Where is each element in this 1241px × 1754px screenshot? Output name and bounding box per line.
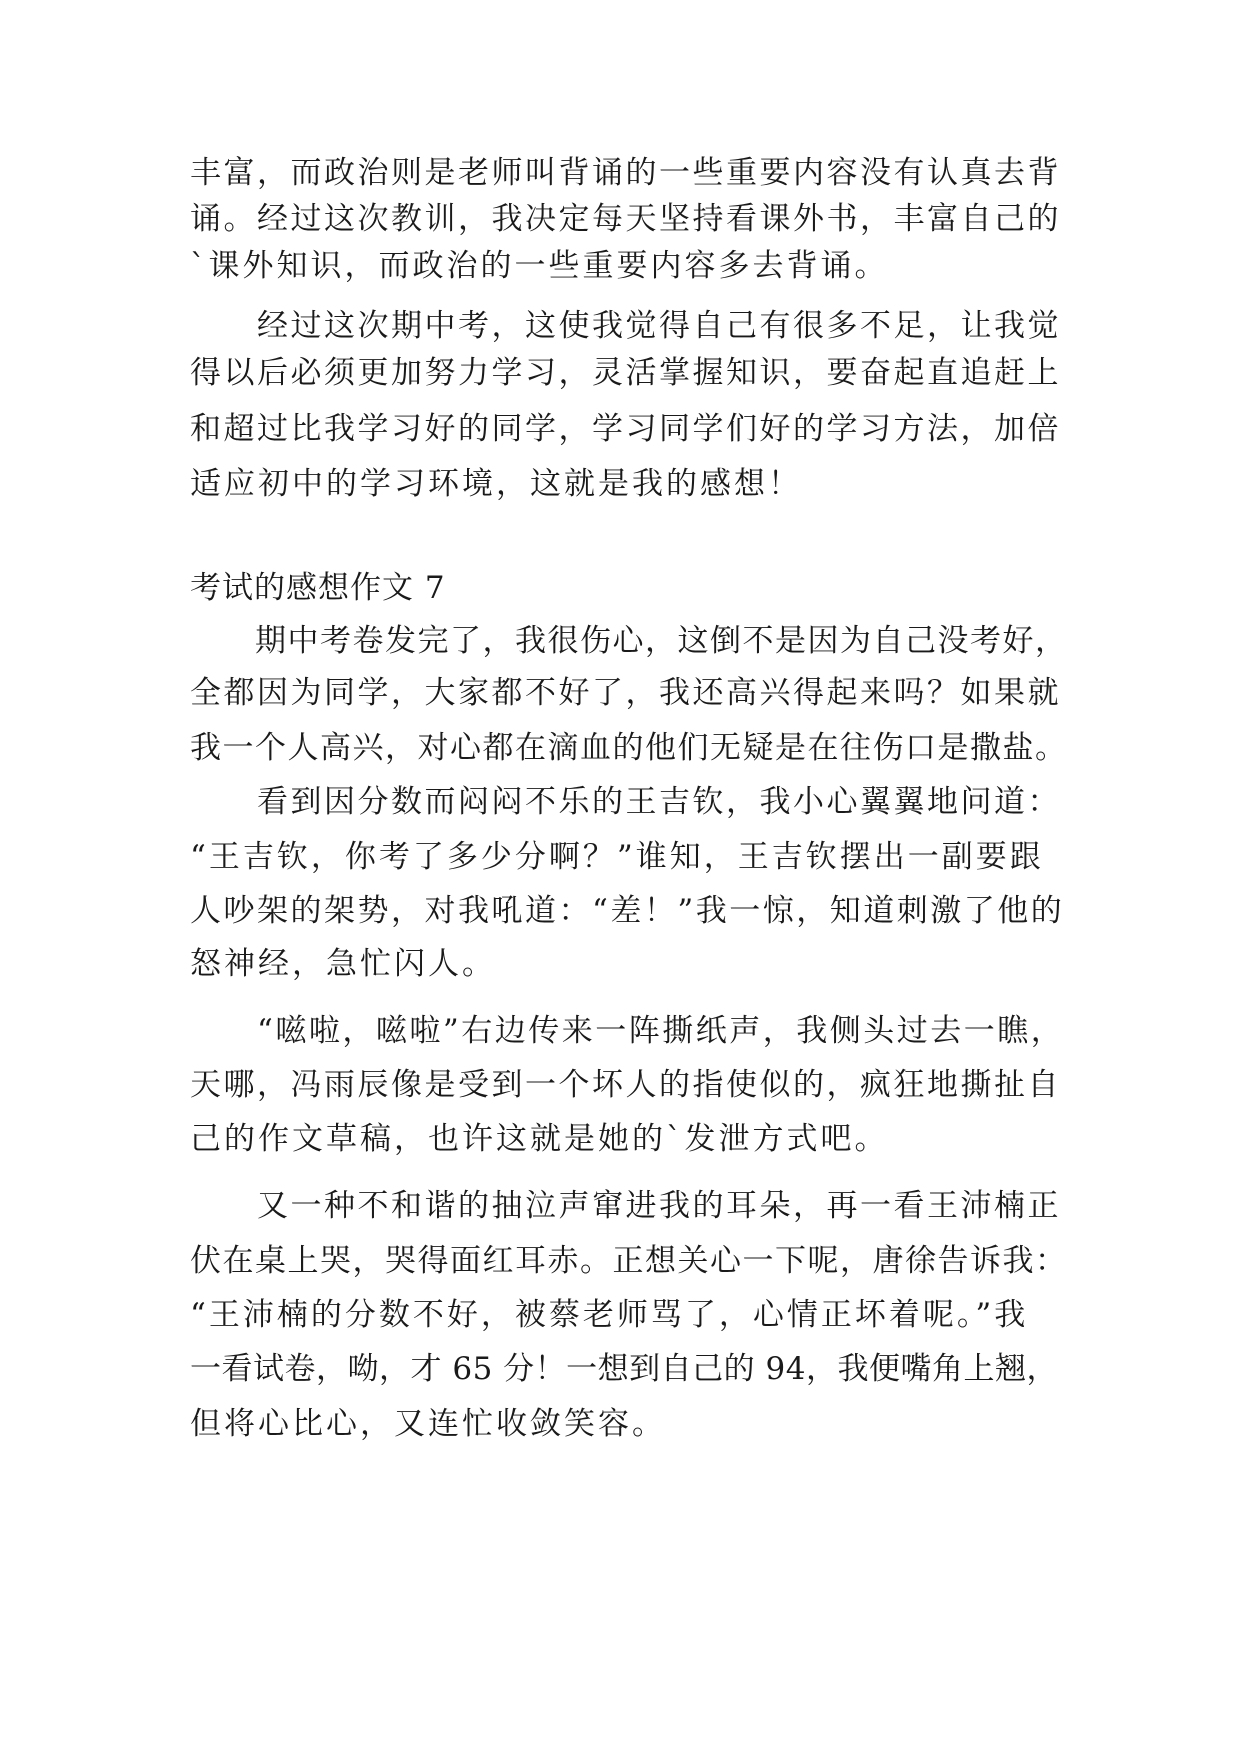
text-line: 和超过比我学习好的同学，学习同学们好的学习方法，加倍 <box>190 411 1061 447</box>
text-line: 得以后必须更加努力学习，灵活掌握知识，要奋起直追赶上 <box>190 355 1061 391</box>
text-line: “嗞啦，嗞啦”右边传来一阵撕纸声，我侧头过去一瞧， <box>190 1013 1065 1049</box>
text-line: 看到因分数而闷闷不乐的王吉钦，我小心翼翼地问道： <box>190 784 1061 820</box>
text-line: 但将心比心，又连忙收敛笑容。 <box>190 1406 666 1442</box>
text-line: 又一种不和谐的抽泣声窜进我的耳朵，再一看王沛楠正 <box>190 1188 1061 1224</box>
section-heading: 考试的感想作文 7 <box>190 570 446 606</box>
text-line: 经过这次期中考，这使我觉得自己有很多不足，让我觉 <box>190 308 1061 344</box>
text-line: 我一个人高兴，对心都在滴血的他们无疑是在往伤口是撒盐。 <box>190 730 1068 766</box>
text-line: 伏在桌上哭，哭得面红耳赤。正想关心一下呢，唐徐告诉我： <box>190 1243 1068 1279</box>
text-line: 诵。经过这次教训，我决定每天坚持看课外书，丰富自己的 <box>190 201 1061 237</box>
text-line: 适应初中的学习环境，这就是我的感想！ <box>190 466 802 502</box>
text-line: 人吵架的架势，对我吼道：“差！”我一惊，知道刺激了他的 <box>190 893 1065 929</box>
text-line: 己的作文草稿，也许这就是她的`发泄方式吧。 <box>190 1121 889 1157</box>
text-line: “王吉钦，你考了多少分啊？”谁知，王吉钦摆出一副要跟 <box>190 839 1044 875</box>
text-line: 丰富，而政治则是老师叫背诵的一些重要内容没有认真去背 <box>190 155 1061 191</box>
text-line: 期中考卷发完了，我很伤心，这倒不是因为自己没考好， <box>190 623 1068 659</box>
text-line: “王沛楠的分数不好，被蔡老师骂了，心情正坏着呢。”我 <box>190 1297 1029 1333</box>
text-line: 天哪，冯雨辰像是受到一个坏人的指使似的，疯狂地撕扯自 <box>190 1067 1061 1103</box>
text-line: 一看试卷，呦，才 65 分！一想到自己的 94，我便嘴角上翘， <box>190 1351 1058 1387</box>
text-line: `课外知识，而政治的一些重要内容多去背诵。 <box>190 248 889 284</box>
text-line: 全都因为同学，大家都不好了，我还高兴得起来吗？如果就 <box>190 675 1061 711</box>
text-line: 怒神经，急忙闪人。 <box>190 946 496 982</box>
